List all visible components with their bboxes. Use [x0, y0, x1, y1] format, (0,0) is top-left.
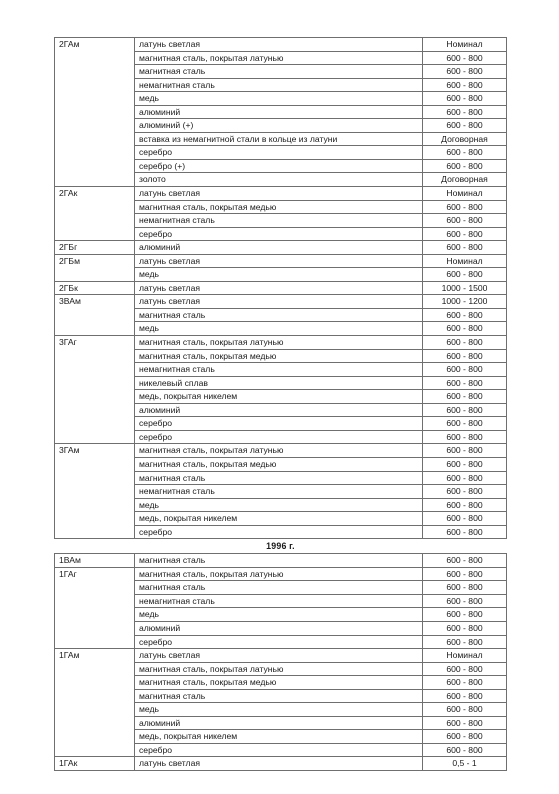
price-cell: 600 - 800: [423, 376, 507, 390]
material-cell: магнитная сталь: [135, 471, 423, 485]
price-cell: Номинал: [423, 254, 507, 268]
material-cell: медь, покрытая никелем: [135, 512, 423, 526]
model-code-cell: 3ГАм: [55, 444, 135, 539]
table-row: [55, 444, 507, 458]
material-cell: немагнитная сталь: [135, 363, 423, 377]
price-cell: 600 - 800: [423, 430, 507, 444]
price-cell: 600 - 800: [423, 65, 507, 79]
material-cell: серебро: [135, 417, 423, 431]
material-cell: серебро: [135, 146, 423, 160]
table-row: [55, 649, 507, 663]
material-cell: латунь светлая: [135, 187, 423, 201]
model-code-cell: 1ГАк: [55, 757, 135, 771]
year-heading: 1996 г.: [266, 541, 295, 552]
price-cell: 1000 - 1500: [423, 281, 507, 295]
price-cell: 600 - 800: [423, 676, 507, 690]
material-cell: магнитная сталь: [135, 65, 423, 79]
price-cell: 600 - 800: [423, 689, 507, 703]
price-cell: 600 - 800: [423, 471, 507, 485]
price-cell: 600 - 800: [423, 703, 507, 717]
material-cell: магнитная сталь, покрытая латунью: [135, 51, 423, 65]
material-cell: алюминий: [135, 621, 423, 635]
material-cell: серебро (+): [135, 159, 423, 173]
price-table-1: [54, 37, 507, 539]
material-cell: медь, покрытая никелем: [135, 730, 423, 744]
material-cell: латунь светлая: [135, 254, 423, 268]
model-code-cell: 2ГАк: [55, 187, 135, 241]
price-cell: 600 - 800: [423, 241, 507, 255]
model-code-cell: 1ГАм: [55, 649, 135, 757]
price-cell: Номинал: [423, 649, 507, 663]
price-cell: 600 - 800: [423, 322, 507, 336]
material-cell: немагнитная сталь: [135, 78, 423, 92]
material-cell: серебро: [135, 227, 423, 241]
price-cell: 600 - 800: [423, 554, 507, 568]
material-cell: медь: [135, 268, 423, 282]
material-cell: латунь светлая: [135, 295, 423, 309]
price-cell: 600 - 800: [423, 716, 507, 730]
table-row: [55, 281, 507, 295]
price-cell: 600 - 800: [423, 485, 507, 499]
price-cell: 600 - 800: [423, 662, 507, 676]
price-cell: 600 - 800: [423, 227, 507, 241]
table-row: [55, 336, 507, 350]
table-row: [55, 254, 507, 268]
material-cell: латунь светлая: [135, 281, 423, 295]
material-cell: медь: [135, 498, 423, 512]
material-cell: алюминий: [135, 105, 423, 119]
material-cell: магнитная сталь: [135, 308, 423, 322]
table-row: [55, 757, 507, 771]
material-cell: медь: [135, 322, 423, 336]
price-cell: 600 - 800: [423, 417, 507, 431]
material-cell: магнитная сталь, покрытая латунью: [135, 444, 423, 458]
price-cell: 600 - 800: [423, 512, 507, 526]
material-cell: магнитная сталь, покрытая медью: [135, 676, 423, 690]
price-cell: 600 - 800: [423, 743, 507, 757]
material-cell: латунь светлая: [135, 757, 423, 771]
material-cell: никелевый сплав: [135, 376, 423, 390]
price-cell: Договорная: [423, 132, 507, 146]
price-cell: Номинал: [423, 38, 507, 52]
price-cell: Номинал: [423, 187, 507, 201]
table-row: [55, 187, 507, 201]
price-cell: 600 - 800: [423, 608, 507, 622]
model-code-cell: 1ВАм: [55, 554, 135, 568]
price-cell: 600 - 800: [423, 730, 507, 744]
price-cell: 600 - 800: [423, 336, 507, 350]
price-cell: 600 - 800: [423, 581, 507, 595]
price-cell: 600 - 800: [423, 594, 507, 608]
table-row: [55, 295, 507, 309]
price-cell: 600 - 800: [423, 621, 507, 635]
price-cell: 600 - 800: [423, 525, 507, 539]
material-cell: немагнитная сталь: [135, 214, 423, 228]
material-cell: медь: [135, 92, 423, 106]
material-cell: медь: [135, 703, 423, 717]
model-code-cell: 2ГБм: [55, 254, 135, 281]
material-cell: немагнитная сталь: [135, 594, 423, 608]
price-cell: 600 - 800: [423, 444, 507, 458]
price-cell: 600 - 800: [423, 51, 507, 65]
model-code-cell: 2ГБк: [55, 281, 135, 295]
table-row: [55, 554, 507, 568]
material-cell: вставка из немагнитной стали в кольце из латуни: [135, 132, 423, 146]
table-row: [55, 567, 507, 581]
price-cell: 600 - 800: [423, 105, 507, 119]
model-code-cell: 2ГБг: [55, 241, 135, 255]
table-row: [55, 38, 507, 52]
material-cell: алюминий: [135, 241, 423, 255]
material-cell: золото: [135, 173, 423, 187]
model-code-cell: 3ВАм: [55, 295, 135, 336]
material-cell: магнитная сталь, покрытая латунью: [135, 662, 423, 676]
material-cell: алюминий: [135, 716, 423, 730]
material-cell: магнитная сталь: [135, 581, 423, 595]
price-cell: 600 - 800: [423, 92, 507, 106]
material-cell: алюминий: [135, 403, 423, 417]
material-cell: магнитная сталь, покрытая латунью: [135, 567, 423, 581]
material-cell: серебро: [135, 635, 423, 649]
material-cell: медь, покрытая никелем: [135, 390, 423, 404]
material-cell: магнитная сталь: [135, 554, 423, 568]
price-cell: 600 - 800: [423, 308, 507, 322]
price-cell: 600 - 800: [423, 457, 507, 471]
price-cell: 600 - 800: [423, 363, 507, 377]
price-cell: 600 - 800: [423, 349, 507, 363]
document-page: [54, 37, 507, 771]
material-cell: серебро: [135, 430, 423, 444]
price-cell: 600 - 800: [423, 567, 507, 581]
material-cell: немагнитная сталь: [135, 485, 423, 499]
price-cell: 600 - 800: [423, 159, 507, 173]
material-cell: латунь светлая: [135, 649, 423, 663]
price-cell: 600 - 800: [423, 498, 507, 512]
material-cell: магнитная сталь, покрытая медью: [135, 200, 423, 214]
model-code-cell: 1ГАг: [55, 567, 135, 648]
material-cell: магнитная сталь: [135, 689, 423, 703]
model-code-cell: 2ГАм: [55, 38, 135, 187]
price-cell: 600 - 800: [423, 78, 507, 92]
price-table-2: [54, 553, 507, 771]
material-cell: серебро: [135, 525, 423, 539]
material-cell: медь: [135, 608, 423, 622]
table-row: [55, 241, 507, 255]
price-cell: 600 - 800: [423, 635, 507, 649]
price-cell: 600 - 800: [423, 200, 507, 214]
price-cell: 600 - 800: [423, 146, 507, 160]
price-cell: 600 - 800: [423, 268, 507, 282]
material-cell: серебро: [135, 743, 423, 757]
price-cell: 0,5 - 1: [423, 757, 507, 771]
material-cell: магнитная сталь, покрытая латунью: [135, 336, 423, 350]
price-cell: 600 - 800: [423, 119, 507, 133]
material-cell: алюминий (+): [135, 119, 423, 133]
material-cell: магнитная сталь, покрытая медью: [135, 349, 423, 363]
price-cell: 1000 - 1200: [423, 295, 507, 309]
price-cell: Договорная: [423, 173, 507, 187]
model-code-cell: 3ГАг: [55, 336, 135, 444]
price-cell: 600 - 800: [423, 214, 507, 228]
price-cell: 600 - 800: [423, 390, 507, 404]
material-cell: магнитная сталь, покрытая медью: [135, 457, 423, 471]
price-cell: 600 - 800: [423, 403, 507, 417]
material-cell: латунь светлая: [135, 38, 423, 52]
